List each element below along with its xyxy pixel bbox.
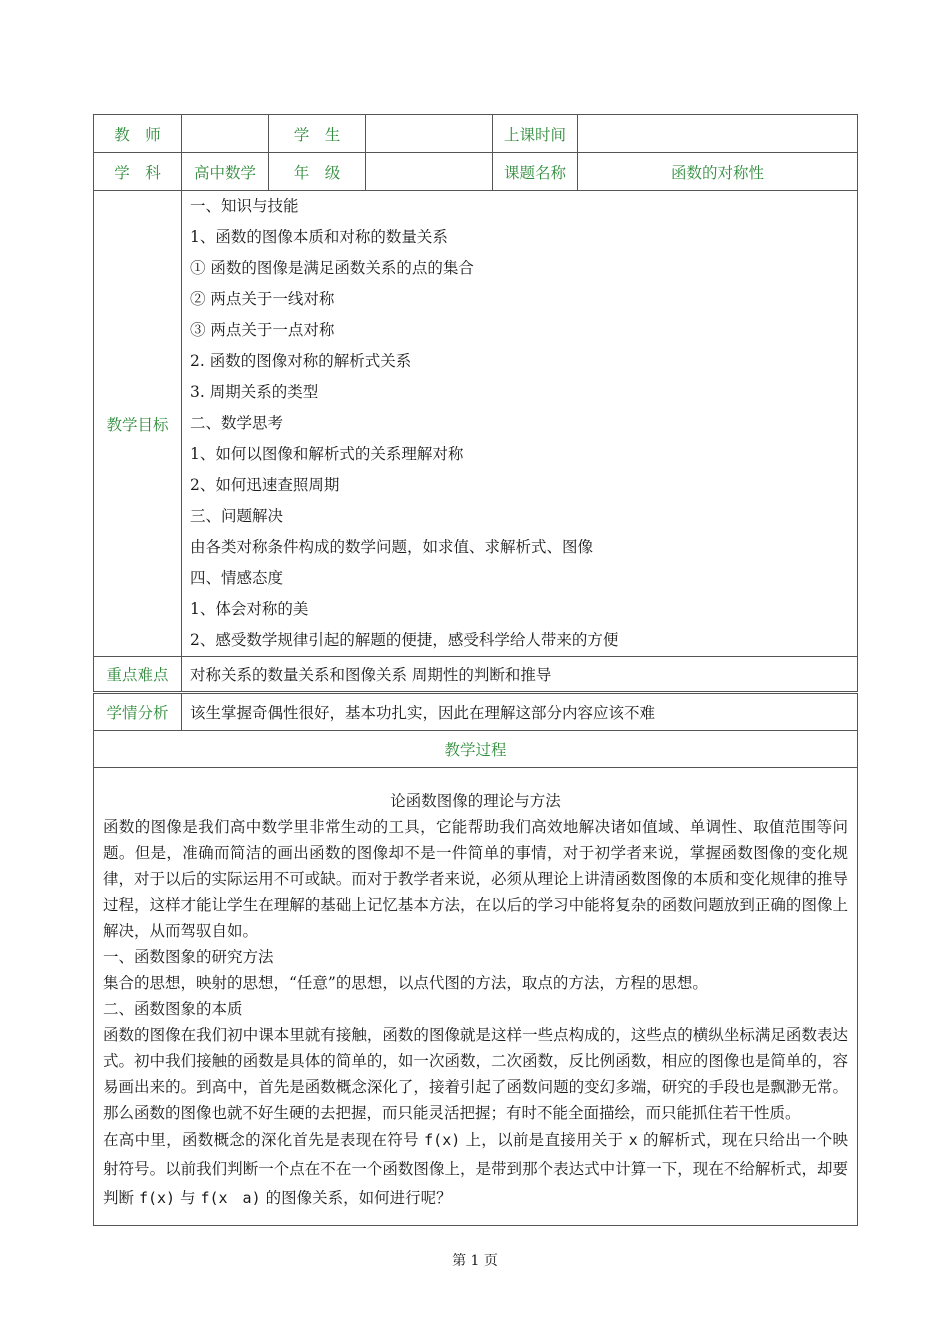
section-paragraph-1: 集合的思想，映射的思想，“任意”的思想，以点代图的方法，取点的方法，方程的思想。: [103, 974, 708, 992]
section-heading-2: 二、函数图象的本质: [103, 1000, 243, 1018]
student-value: [366, 115, 493, 153]
process-title: 论函数图像的理论与方法: [390, 792, 561, 810]
analysis-label: 学情分析: [94, 693, 182, 731]
teacher-label: 教 师: [94, 115, 182, 153]
process-body-row: [94, 768, 858, 1226]
section-paragraph-2: 函数的图像在我们初中课本里就有接触，函数的图像就是这样一些点构成的，这些点的横纵坐标满足函数表达式。初中我们接触的函数是具体的简单的，如一次函数，二次函数，反比例函数，相应的图像也是简单的，容易画出来的。到高中，首先是函数概念深化了，接着引起了函数问题的变幻多端，研究的手段也是飘渺无常。那么函数的图像也就不好生硬的去把握，而只能灵活把握；有时不能全面描绘，而只能抓住若干性质。: [103, 1026, 848, 1122]
goal-line: 3. 周期关系的类型: [190, 383, 319, 401]
symbol-fx-2: f(x): [138, 1189, 176, 1207]
p3-text-b: 上，以前是直接用关于: [465, 1131, 624, 1149]
class-time-value: [578, 115, 858, 153]
p3-text-a: 在高中里，函数概念的深化首先是表现在符号: [103, 1131, 419, 1149]
p3-text-c: 的解析式，现在只给出一个映射符号。以前我们判断一个点在不在一个函数图像上，是带到那个表达式中计算一下，现在不给解析式，却要判断: [103, 1131, 848, 1207]
grade-value: [366, 153, 493, 191]
goals-label: 教学目标: [94, 191, 182, 657]
topic-label: 课题名称: [493, 153, 578, 191]
process-label: 教学过程: [94, 731, 858, 768]
class-time-label: 上课时间: [493, 115, 578, 153]
goal-line: 四、情感态度: [190, 569, 284, 587]
goal-line: 由各类对称条件构成的数学问题，如求值、求解析式、图像: [190, 538, 594, 556]
goal-line: 1、如何以图像和解析式的关系理解对称: [190, 445, 464, 463]
subject-value: 高中数学: [182, 153, 269, 191]
key-points-label: 重点难点: [94, 657, 182, 693]
goal-line: 2、如何迅速查照周期: [190, 476, 340, 494]
student-label: 学 生: [269, 115, 366, 153]
goal-line: ① 函数的图像是满足函数关系的点的集合: [190, 259, 474, 277]
section-heading-1: 一、函数图象的研究方法: [103, 948, 274, 966]
process-content: [94, 768, 858, 1226]
symbol-fx-a: f(x a): [200, 1189, 261, 1207]
grade-label: 年 级: [269, 153, 366, 191]
section-paragraph-3: [103, 1126, 848, 1213]
page-number: 第 1 页: [452, 1253, 498, 1269]
goal-line: 2. 函数的图像对称的解析式关系: [190, 352, 412, 370]
header-row-2: [94, 153, 858, 191]
process-intro: 函数的图像是我们高中数学里非常生动的工具，它能帮助我们高效地解决诸如值域、单调性、取值范围等问题。但是，准确而简洁的画出函数的图像却不是一件简单的事情，对于初学者来说，掌握函数图像的变化规律，对于以后的实际运用不可或缺。而对于教学者来说，必须从理论上讲清函数图像的本质和变化规律的推导过程，这样才能让学生在理解的基础上记忆基本方法，在以后的学习中能将复杂的函数问题放到正确的图像上解决，从而驾驭自如。: [103, 818, 848, 940]
goals-row: [94, 191, 858, 657]
goal-line: 1、函数的图像本质和对称的数量关系: [190, 228, 448, 246]
p3-text-e: 的图像关系，如何进行呢？: [265, 1189, 452, 1207]
process-header-row: [94, 731, 858, 768]
key-points-text: 对称关系的数量关系和图像关系 周期性的判断和推导: [182, 657, 858, 693]
goal-line: 一、知识与技能: [190, 197, 299, 215]
goal-line: 三、问题解决: [190, 507, 284, 525]
p3-text-d: 与: [180, 1189, 196, 1207]
goal-line: ② 两点关于一线对称: [190, 290, 335, 308]
key-points-row: [94, 657, 858, 693]
goal-line: 2、感受数学规律引起的解题的便捷，感受科学给人带来的方便: [190, 631, 619, 649]
subject-label: 学 科: [94, 153, 182, 191]
topic-value: 函数的对称性: [578, 153, 858, 191]
goal-line: 1、体会对称的美: [190, 600, 309, 618]
lesson-plan-sheet: [93, 114, 857, 1226]
goal-line: ③ 两点关于一点对称: [190, 321, 335, 339]
symbol-fx: f(x): [424, 1131, 461, 1149]
lesson-plan-table: [93, 114, 858, 1226]
analysis-text: 该生掌握奇偶性很好，基本功扎实，因此在理解这部分内容应该不难: [182, 693, 858, 731]
symbol-x: x: [628, 1131, 638, 1149]
teacher-value: [182, 115, 269, 153]
header-row-1: [94, 115, 858, 153]
goal-line: 二、数学思考: [190, 414, 284, 432]
analysis-row: [94, 693, 858, 731]
goals-content: [182, 191, 858, 657]
